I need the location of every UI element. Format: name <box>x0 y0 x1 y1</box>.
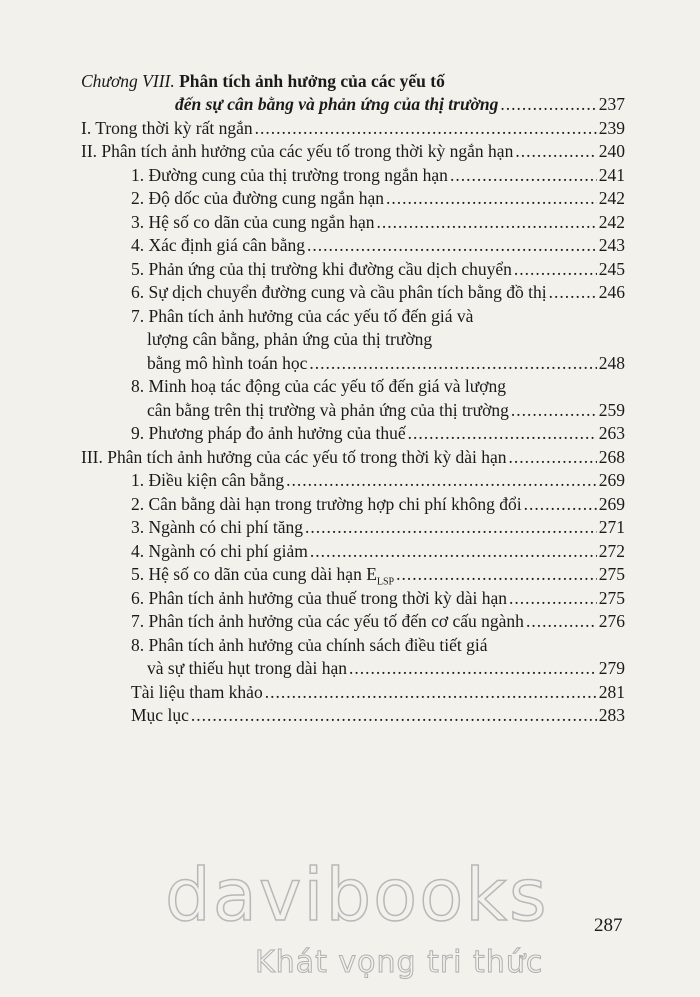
watermark-logo: davibooks <box>165 853 549 937</box>
entry-page: 245 <box>598 258 625 279</box>
entry-page: 241 <box>598 164 625 185</box>
toc-entry-references <box>75 681 625 705</box>
entry-page: 259 <box>598 399 625 420</box>
toc-entry-2-7-line2: lượng cân bằng, phản ứng của thị trường <box>147 329 433 349</box>
entry-label: 5. Phản ứng của thị trường khi đường cầu dịch chuyển <box>131 258 512 279</box>
entry-label: và sự thiếu hụt trong dài hạn <box>147 658 348 678</box>
entry-page: 275 <box>598 587 625 608</box>
toc-entry-3-3 <box>75 516 625 540</box>
chapter-title-row <box>75 93 625 117</box>
toc-entry-section-1 <box>75 117 625 141</box>
leader-dots <box>500 93 596 117</box>
entry-page: 271 <box>598 517 625 537</box>
leader-dots <box>265 681 597 705</box>
toc-entry-2-1 <box>75 164 625 188</box>
entry-label: Mục lục <box>131 705 189 725</box>
toc-entry-2-7-line1: 7. Phân tích ảnh hưởng của các yếu tố đến giá và <box>131 305 474 326</box>
leader-dots <box>349 657 597 681</box>
entry-page: 269 <box>598 493 625 514</box>
toc-entry-2-8 <box>75 399 625 423</box>
leader-dots <box>524 493 597 517</box>
toc-entry-2-3 <box>75 211 625 235</box>
leader-dots <box>305 516 597 540</box>
entry-page: 243 <box>598 235 625 255</box>
chapter-page: 237 <box>598 94 625 114</box>
entry-label: Tài liệu tham khảo <box>131 681 263 702</box>
entry-label: 4. Xác định giá cân bằng <box>131 235 305 255</box>
entry-page: 248 <box>598 352 625 373</box>
leader-dots <box>309 352 596 376</box>
entry-label: 6. Sự dịch chuyển đường cung và cầu phân tích bằng đồ thị <box>131 282 547 302</box>
toc-entry-3-8-line1: 8. Phân tích ảnh hưởng của chính sách điều tiết giá <box>131 634 488 655</box>
table-of-contents <box>75 70 625 728</box>
leader-dots <box>386 187 597 211</box>
leader-dots <box>450 164 597 188</box>
entry-page: 242 <box>598 188 625 208</box>
toc-entry-2-6 <box>75 281 625 305</box>
entry-label: 2. Cân bằng dài hạn trong trường hợp chi phí không đổi <box>131 493 522 514</box>
page-number: 287 <box>594 915 623 936</box>
toc-entry-2-2 <box>75 187 625 211</box>
entry-label: 9. Phương pháp đo ảnh hưởng của thuế <box>131 423 406 443</box>
toc-entry-contents <box>75 704 625 728</box>
toc-entry-section-2 <box>75 140 625 164</box>
entry-page: 276 <box>598 611 625 631</box>
entry-page: 240 <box>598 141 625 161</box>
entry-label: 1. Điều kiện cân bằng <box>131 470 285 490</box>
leader-dots <box>509 587 597 611</box>
toc-entry-2-8-line1: 8. Minh hoạ tác động của các yếu tố đến giá và lượng <box>131 376 506 396</box>
entry-page: 272 <box>598 540 625 561</box>
toc-entry-section-3 <box>75 446 625 470</box>
toc-entry-3-2 <box>75 493 625 517</box>
leader-dots <box>511 399 597 423</box>
entry-label: I. Trong thời kỳ rất ngắn <box>81 117 253 138</box>
entry-label: 3. Ngành có chi phí tăng <box>131 517 304 537</box>
leader-dots <box>549 281 597 305</box>
leader-dots <box>514 258 597 282</box>
entry-label: III. Phân tích ảnh hưởng của các yếu tố trong thời kỳ dài hạn <box>81 446 507 467</box>
entry-label: 1. Đường cung của thị trường trong ngắn hạn <box>131 164 448 185</box>
leader-dots <box>191 704 597 728</box>
entry-label-text: 5. Hệ số co dãn của cung dài hạn E <box>131 564 377 584</box>
leader-dots <box>515 140 596 164</box>
entry-label: II. Phân tích ảnh hưởng của các yếu tố trong thời kỳ ngắn hạn <box>81 141 514 161</box>
leader-dots <box>396 563 597 587</box>
chapter-heading <box>75 70 625 93</box>
entry-page: 268 <box>598 446 625 467</box>
leader-dots <box>526 610 597 634</box>
entry-page: 239 <box>598 117 625 138</box>
toc-entry-2-9 <box>75 422 625 446</box>
leader-dots <box>376 211 596 235</box>
entry-page: 246 <box>598 282 625 302</box>
entry-label: 6. Phân tích ảnh hưởng của thuế trong thời kỳ dài hạn <box>131 587 507 608</box>
entry-label: bằng mô hình toán học <box>147 352 308 373</box>
toc-entry-3-4 <box>75 540 625 564</box>
leader-dots <box>255 117 597 141</box>
toc-entry-3-1 <box>75 469 625 493</box>
entry-label: 4. Ngành có chi phí giảm <box>131 540 308 561</box>
entry-label: 2. Độ dốc của đường cung ngắn hạn <box>131 188 384 208</box>
leader-dots <box>509 446 597 470</box>
chapter-prefix: Chương VIII. <box>81 71 175 91</box>
toc-entry-3-8 <box>75 657 625 681</box>
entry-page: 275 <box>598 564 625 584</box>
leader-dots <box>310 540 597 564</box>
toc-entry-3-7 <box>75 610 625 634</box>
entry-page: 242 <box>598 211 625 232</box>
toc-entry-2-7 <box>75 352 625 376</box>
toc-entry-2-5 <box>75 258 625 282</box>
entry-page: 279 <box>598 658 625 678</box>
toc-entry-3-6 <box>75 587 625 611</box>
entry-page: 263 <box>598 423 625 443</box>
toc-entry-3-5 <box>75 563 625 587</box>
chapter-title-line1: Phân tích ảnh hưởng của các yếu tố <box>179 71 445 91</box>
chapter-title-line2: đến sự cân bằng và phản ứng của thị trường <box>175 94 499 114</box>
entry-page: 269 <box>598 470 625 490</box>
entry-page: 281 <box>598 681 625 702</box>
entry-label: 3. Hệ số co dãn của cung ngắn hạn <box>131 211 375 232</box>
leader-dots <box>307 234 597 258</box>
entry-label-subscript: LSP <box>376 576 395 588</box>
leader-dots <box>408 422 597 446</box>
watermark-tagline: Khát vọng tri thức <box>255 945 544 980</box>
entry-label: cân bằng trên thị trường và phản ứng của thị trường <box>147 399 509 420</box>
entry-label: 7. Phân tích ảnh hưởng của các yếu tố đến cơ cấu ngành <box>131 611 524 631</box>
leader-dots <box>286 469 597 493</box>
toc-entry-2-4 <box>75 234 625 258</box>
entry-page: 283 <box>598 705 625 725</box>
